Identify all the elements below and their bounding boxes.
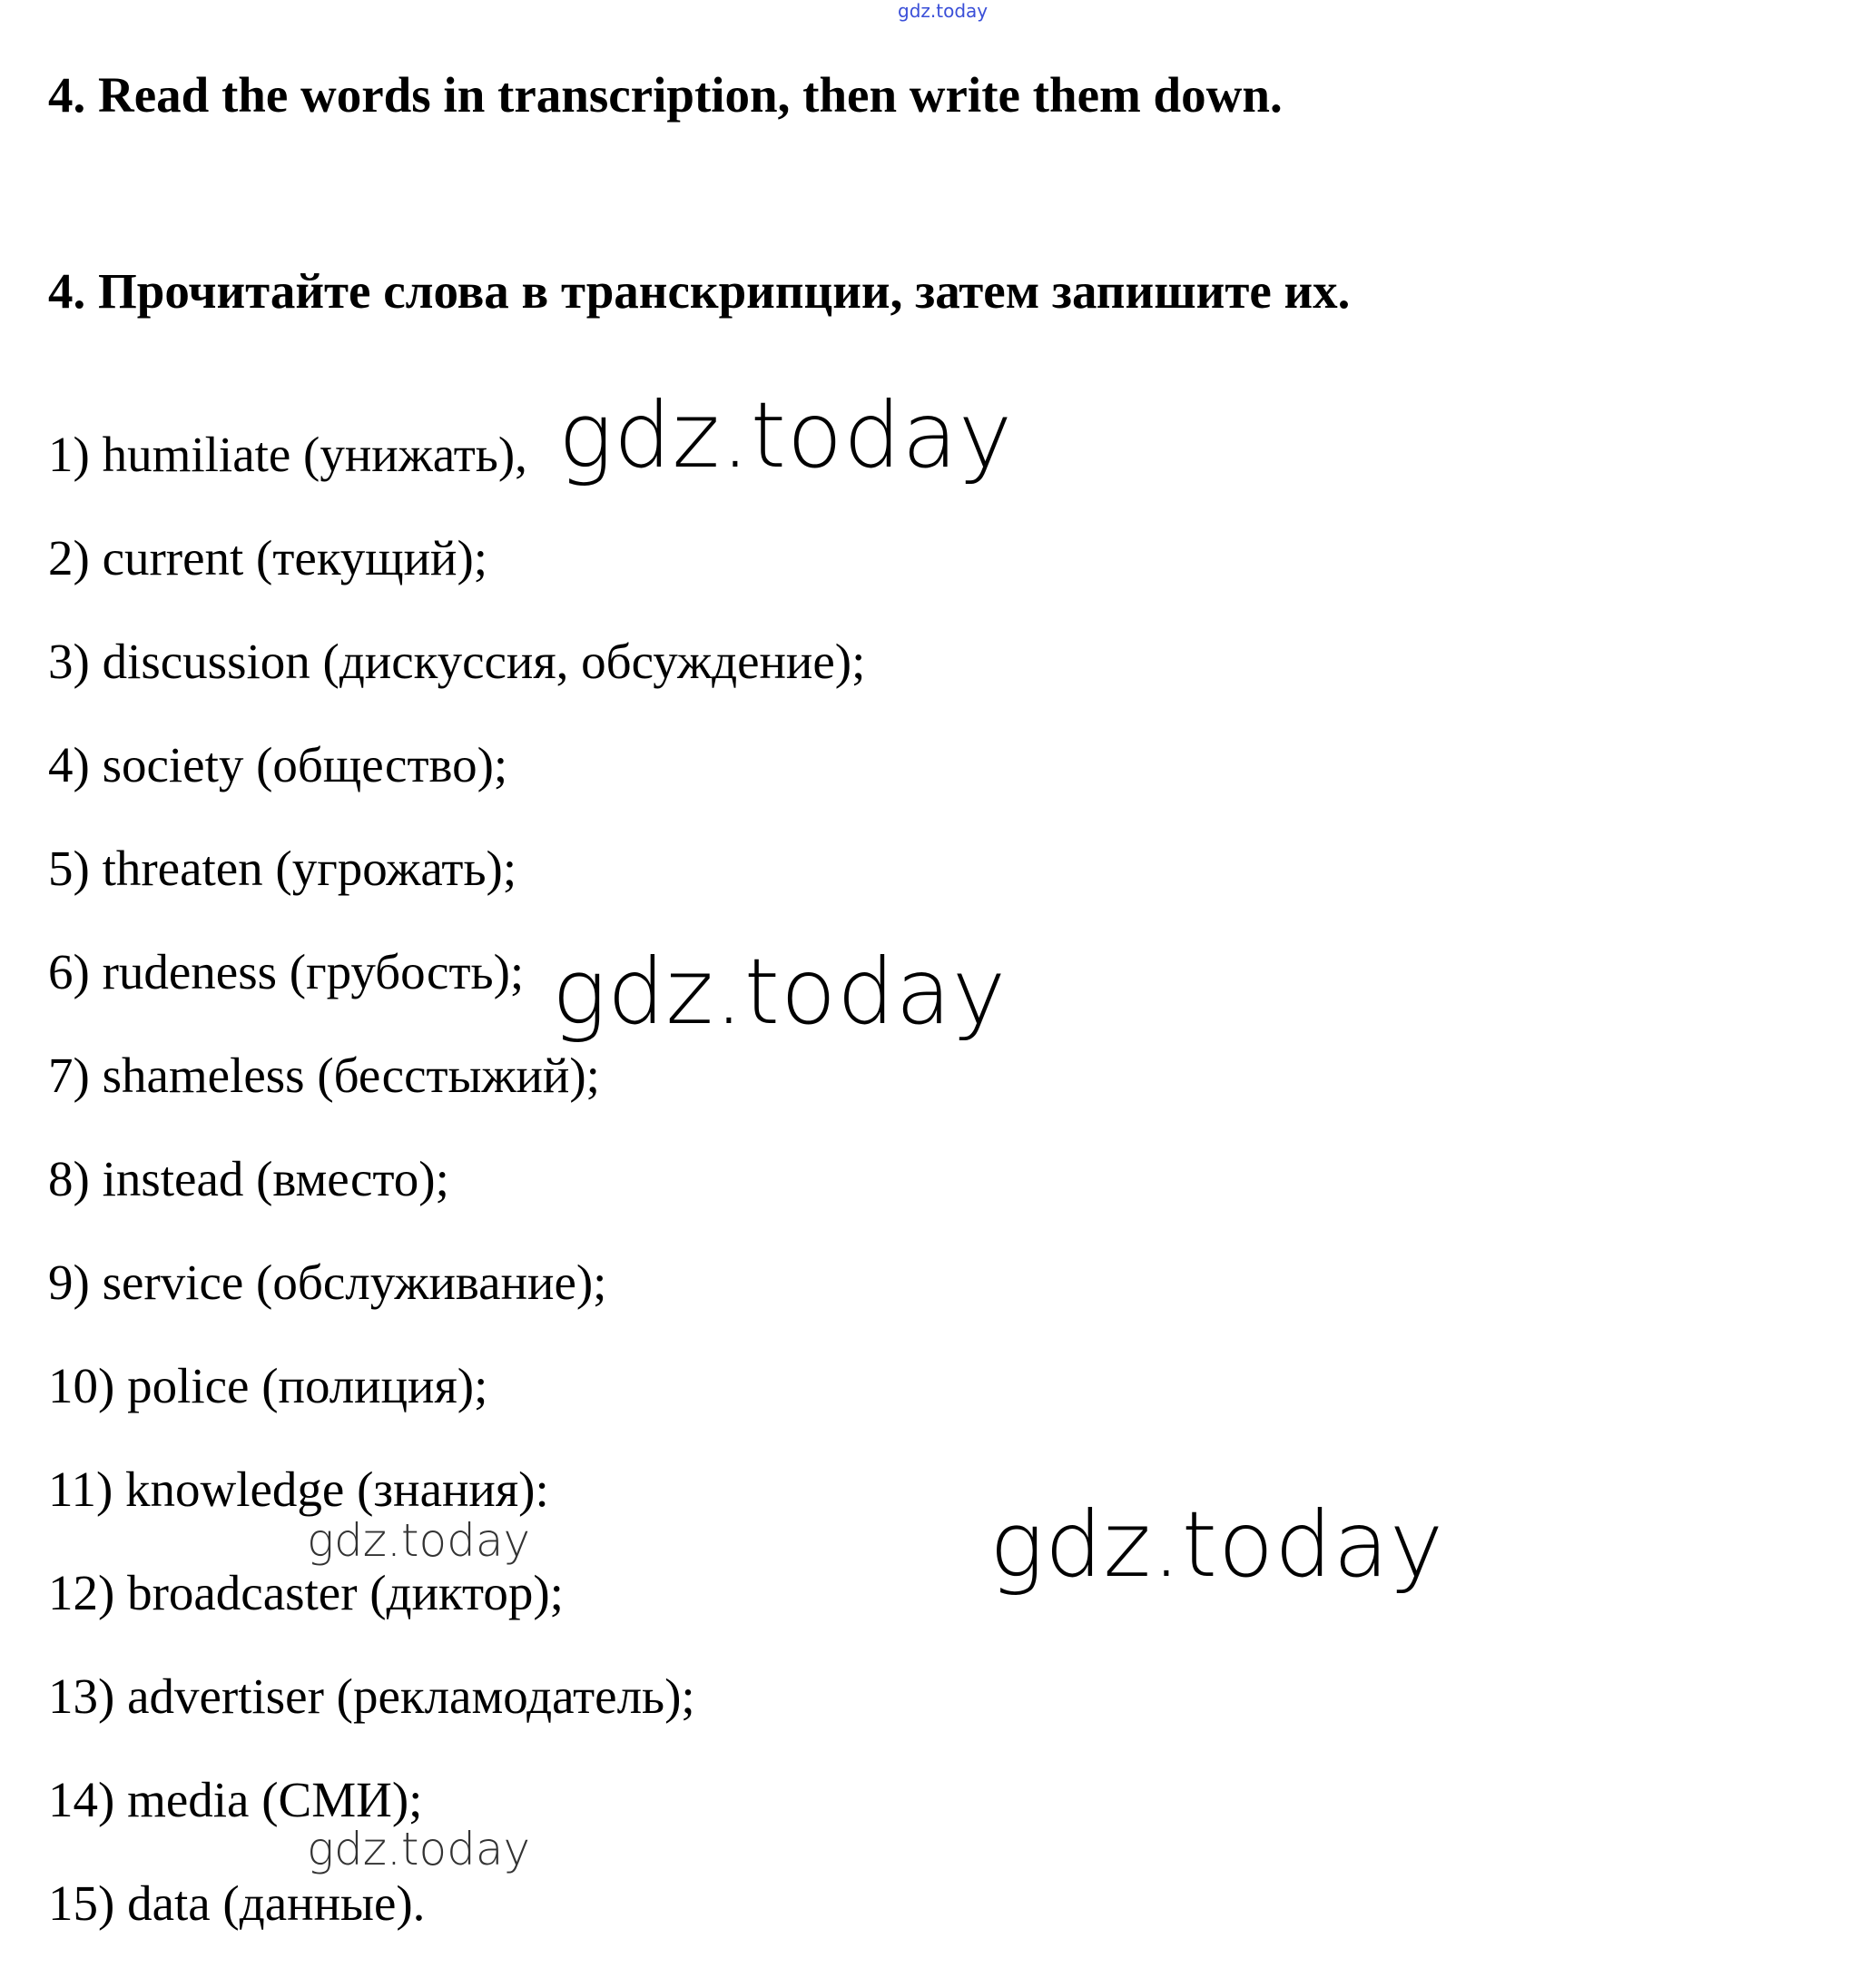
watermark-logo: gdz.today [552, 939, 1008, 1045]
watermark-logo: gdz.today [307, 1823, 531, 1875]
list-item: 1) humiliate (унижать), [48, 427, 527, 482]
list-item: 7) shameless (бесстыжий); [48, 1048, 600, 1103]
watermark-logo: gdz.today [558, 382, 1014, 488]
list-item: 14) media (СМИ); [48, 1772, 423, 1827]
list-item: 8) instead (вместо); [48, 1151, 449, 1206]
list-item: 4) society (общество); [48, 737, 508, 792]
list-item: 6) rudeness (грубость); [48, 944, 525, 999]
watermark-logo: gdz.today [989, 1491, 1445, 1598]
list-item: 9) service (обслуживание); [48, 1255, 607, 1310]
list-item: 15) data (данные). [48, 1875, 426, 1931]
list-item: 11) knowledge (знания): [48, 1461, 549, 1517]
watermark-logo: gdz.today [307, 1514, 531, 1567]
list-item: 5) threaten (угрожать); [48, 841, 517, 896]
list-item: 13) advertiser (рекламодатель); [48, 1668, 695, 1724]
list-item: 3) discussion (дискуссия, обсуждение); [48, 634, 866, 689]
task-heading-english: 4. Read the words in transcription, then write them down. [48, 67, 1283, 123]
list-item: 12) broadcaster (диктор); [48, 1565, 564, 1620]
task-heading-russian: 4. Прочитайте слова в транскрипции, затем запишите их. [48, 263, 1351, 319]
list-item: 2) current (текущий); [48, 530, 488, 586]
list-item: 10) police (полиция); [48, 1358, 488, 1413]
header-watermark: gdz.today [898, 0, 989, 22]
